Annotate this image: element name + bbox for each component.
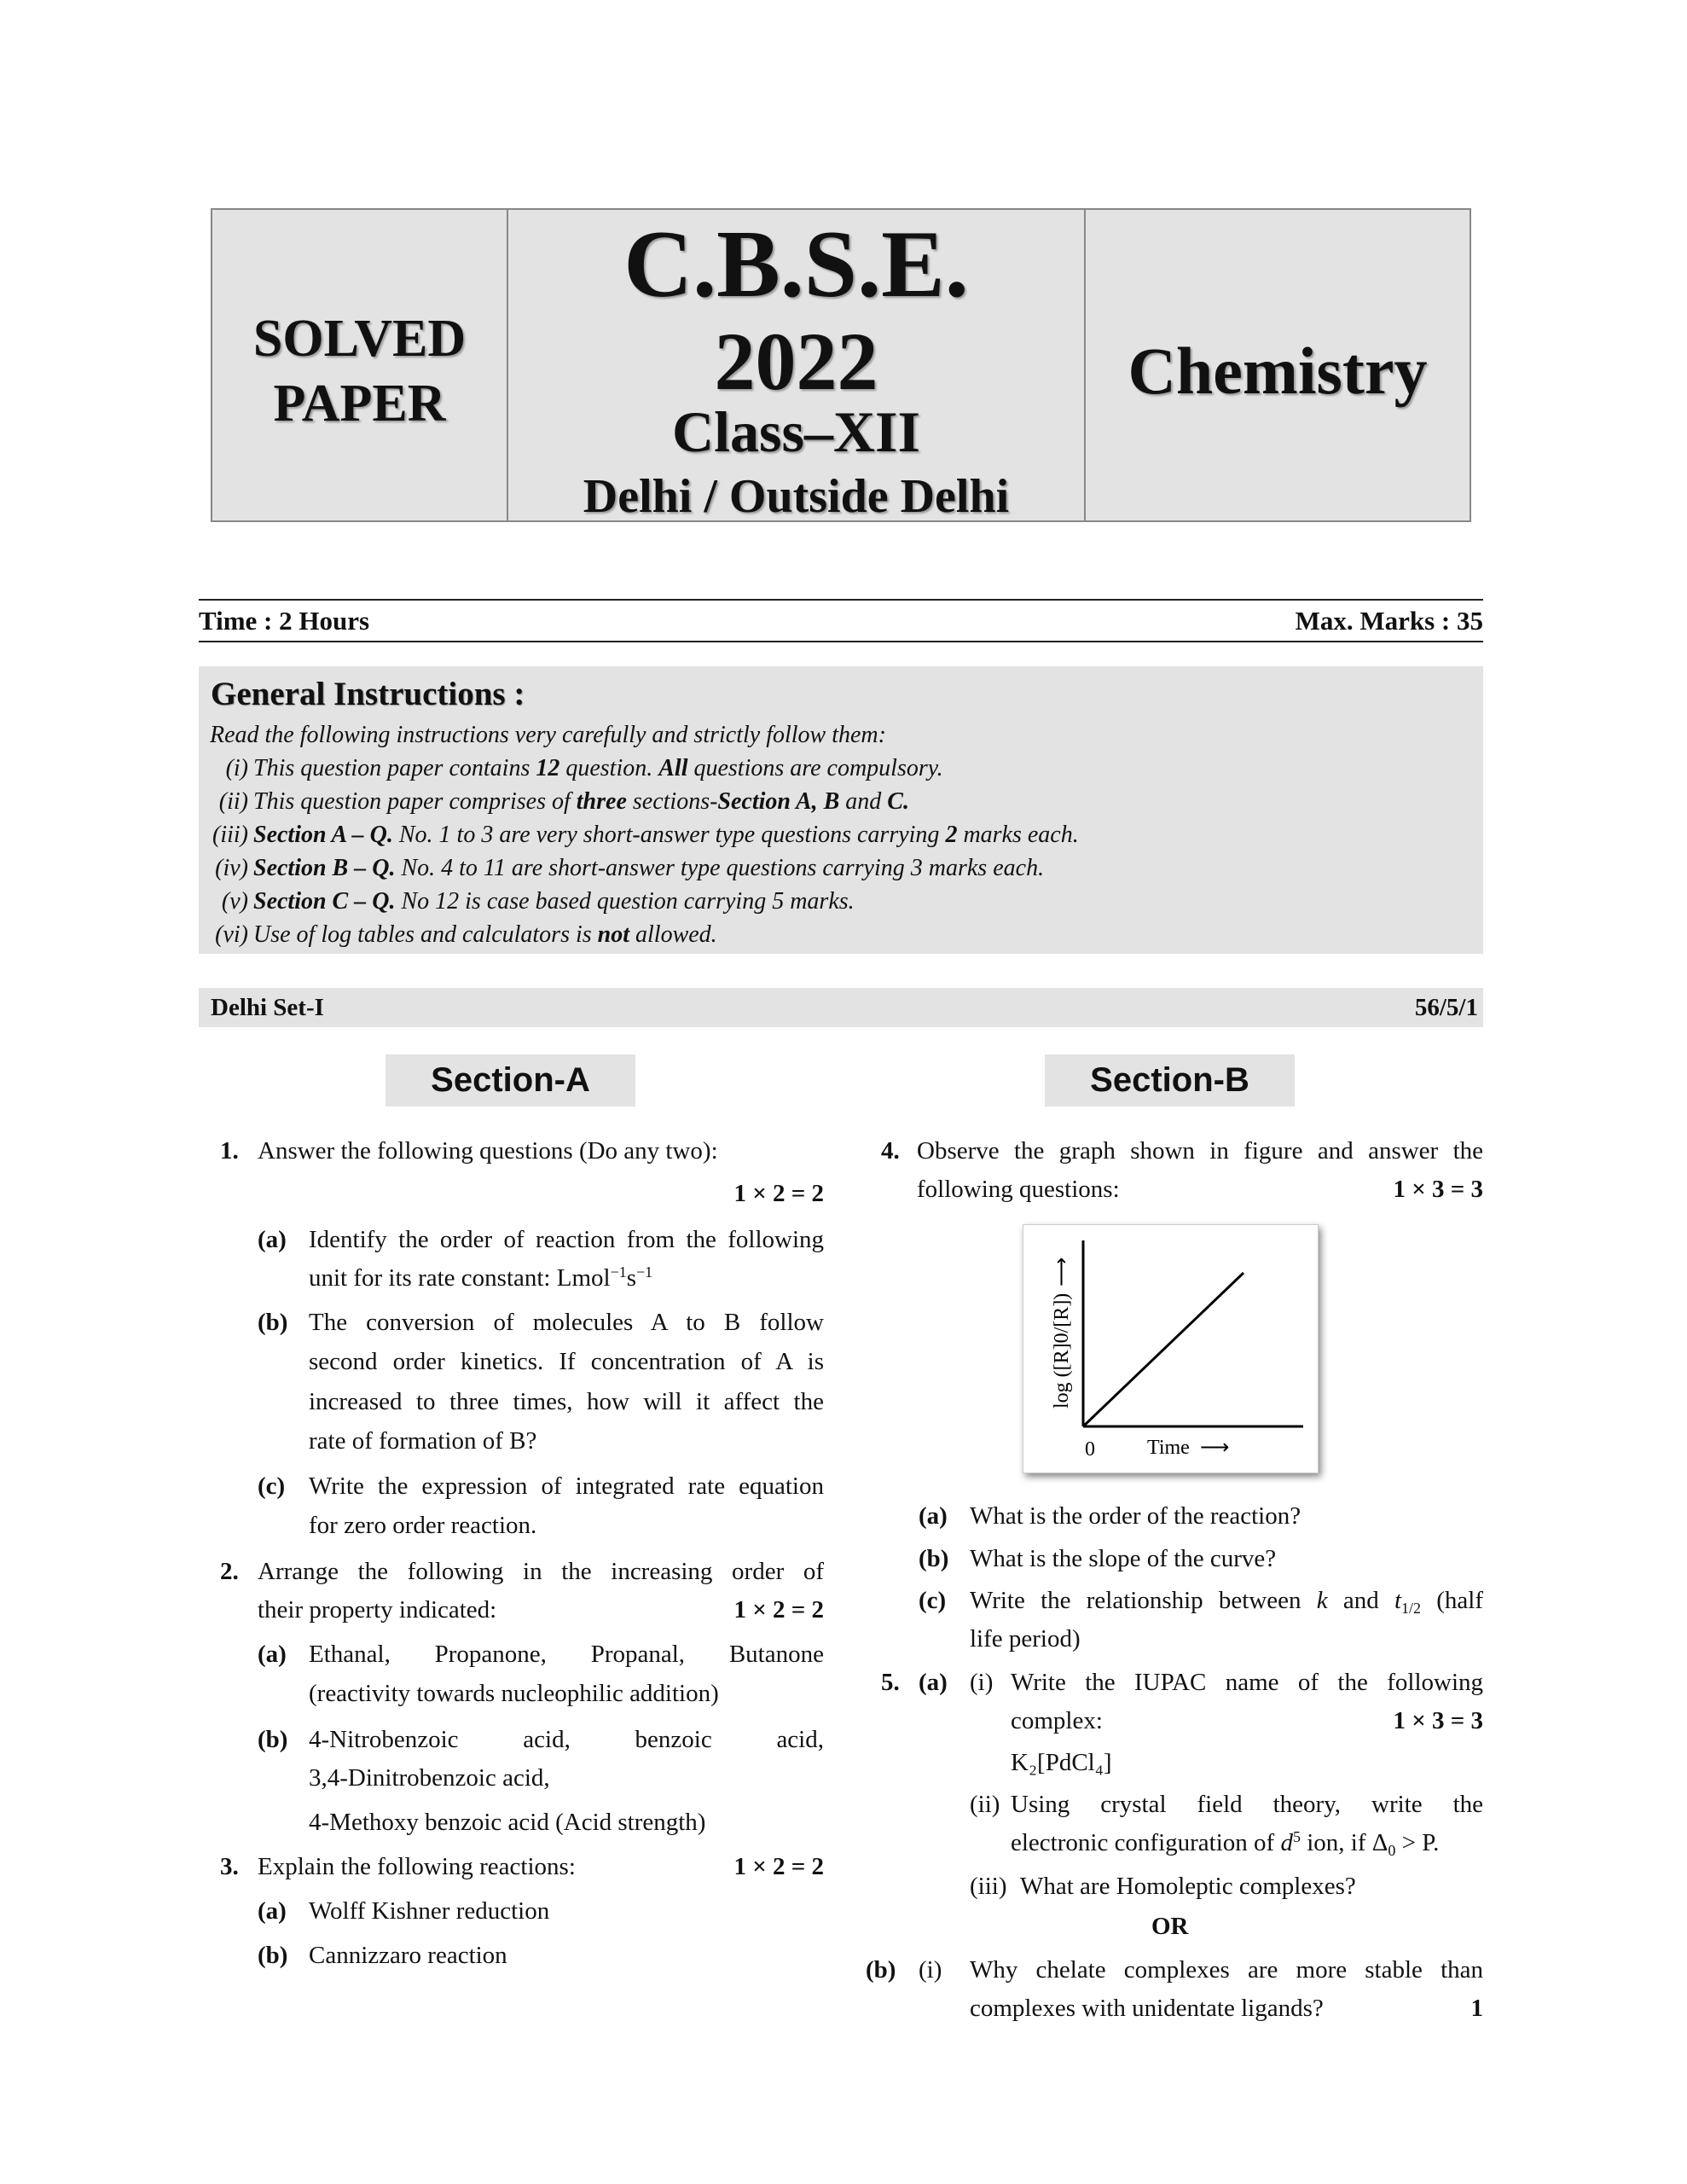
q2-text: their property indicated: xyxy=(258,1596,497,1623)
q1b-text: increased to three times, how will it affect the xyxy=(309,1388,824,1415)
instruction-label: (iii) xyxy=(212,822,248,848)
subscript: 1/2 xyxy=(1401,1600,1422,1617)
class-title: Class–XII xyxy=(672,399,920,464)
y-axis-label: log ([R]0/[R]) xyxy=(1051,1292,1073,1409)
divider xyxy=(199,641,1483,642)
q5ai-label: (i) xyxy=(970,1669,994,1696)
subject-cell xyxy=(1086,210,1470,520)
q3b-label: (b) xyxy=(258,1942,288,1969)
q1b-label: (b) xyxy=(258,1309,288,1336)
instruction-text: Section C – Q. xyxy=(253,888,396,915)
q3a-text: Wolff Kishner reduction xyxy=(309,1897,550,1925)
q1a-text-2 xyxy=(309,1261,652,1295)
instruction-item xyxy=(199,752,943,785)
text-part: k xyxy=(1316,1587,1328,1614)
q3b-text: Cannizzaro reaction xyxy=(309,1942,507,1969)
q3-number: 3. xyxy=(220,1853,239,1880)
q2b-text: 4-Methoxy benzoic acid (Acid strength) xyxy=(309,1809,706,1836)
q1-number: 1. xyxy=(220,1137,239,1165)
complex-formula: K₂[PdCl₄] xyxy=(1011,1749,1112,1776)
origin-label: 0 xyxy=(1085,1438,1095,1461)
instruction-text: not xyxy=(597,921,630,948)
q1-marks: 1 × 2 = 2 xyxy=(733,1180,824,1207)
q1b-text: second order kinetics. If concentration of A is xyxy=(309,1348,824,1375)
instruction-label: (ii) xyxy=(218,788,248,815)
q1c-label: (c) xyxy=(258,1472,286,1500)
instruction-label: (iv) xyxy=(215,855,248,881)
q5bi-marks: 1 xyxy=(1470,1995,1483,2022)
q3-marks: 1 × 2 = 2 xyxy=(733,1853,824,1880)
text-part: ion, if Δ xyxy=(1300,1829,1388,1856)
set-code: 56/5/1 xyxy=(1414,994,1478,1021)
instructions-title: General Instructions : xyxy=(211,676,525,712)
text-part: (half xyxy=(1421,1587,1483,1614)
q1a-label: (a) xyxy=(258,1226,287,1253)
q5aii-label: (ii) xyxy=(970,1791,1000,1818)
subscript: 0 xyxy=(1388,1842,1396,1859)
instruction-text: Section B – Q. xyxy=(253,855,396,881)
solved-label: SOLVED xyxy=(252,310,467,368)
year-title: 2022 xyxy=(714,316,878,407)
max-marks-label: Max. Marks : 35 xyxy=(1295,606,1483,636)
superscript: −1 xyxy=(610,1263,627,1281)
q1a-text-part: s xyxy=(626,1264,637,1292)
instruction-item xyxy=(199,786,909,818)
title-block xyxy=(211,208,1471,522)
q5bi-text: complexes with unidentate ligands? xyxy=(970,1995,1324,2022)
q5aiii-text: What are Homoleptic complexes? xyxy=(1020,1873,1356,1900)
instruction-text: Section A – Q. xyxy=(253,822,393,848)
q2-marks: 1 × 2 = 2 xyxy=(733,1596,824,1623)
instruction-text: sections- xyxy=(626,788,718,815)
divider xyxy=(199,599,1483,601)
data-line xyxy=(1083,1273,1244,1426)
set-name: Delhi Set-I xyxy=(211,994,324,1021)
instruction-item xyxy=(199,886,855,918)
q1c-text: Write the expression of integrated rate equation xyxy=(309,1472,824,1500)
q5aii-text xyxy=(1011,1826,1439,1860)
q5bi-text: Why chelate complexes are more stable than xyxy=(970,1956,1483,1984)
q1b-text: The conversion of molecules A to B follow xyxy=(309,1309,824,1336)
q5ai-text: complex: xyxy=(1011,1707,1103,1734)
instruction-text: No. 1 to 3 are very short-answer type questions carrying xyxy=(392,822,946,848)
subject-title: Chemistry xyxy=(1128,334,1428,408)
text-part: d xyxy=(1280,1829,1293,1856)
text-part: t xyxy=(1394,1587,1402,1614)
board-title: C.B.S.E. xyxy=(623,212,969,317)
region-title: Delhi / Outside Delhi xyxy=(583,470,1010,523)
q4c-text xyxy=(970,1583,1483,1618)
q1c-text: for zero order reaction. xyxy=(309,1512,537,1539)
instruction-text: three xyxy=(576,788,627,815)
instruction-text: This question paper contains xyxy=(253,755,536,781)
instruction-text: Use of log tables and calculators is xyxy=(253,921,598,948)
q4-text: Observe the graph shown in figure and answer the xyxy=(917,1137,1483,1165)
q2a-label: (a) xyxy=(258,1641,287,1668)
q1-text: Answer the following questions (Do any two): xyxy=(258,1137,718,1165)
instruction-text: No. 4 to 11 are short-answer type questions carrying 3 marks each. xyxy=(395,855,1045,881)
q5aiii-label: (iii) xyxy=(970,1873,1007,1900)
q4c-text: life period) xyxy=(970,1625,1081,1653)
q4-marks: 1 × 3 = 3 xyxy=(1393,1176,1483,1203)
paper-label: PAPER xyxy=(273,375,446,433)
q4-text: following questions: xyxy=(917,1176,1120,1203)
q2a-text: Ethanal, Propanone, Propanal, Butanone xyxy=(309,1641,824,1668)
instruction-text: and xyxy=(839,788,888,815)
q5b-label: (b) xyxy=(866,1956,896,1984)
instruction-item xyxy=(199,919,717,951)
q5bi-label: (i) xyxy=(919,1956,942,1984)
instructions-intro: Read the following instructions very carefully and strictly follow them: xyxy=(210,722,886,748)
text-part: electronic configuration of xyxy=(1011,1829,1281,1856)
instruction-item xyxy=(199,852,1044,885)
q4-number: 4. xyxy=(881,1137,900,1165)
q5ai-text: Write the IUPAC name of the following xyxy=(1011,1669,1483,1696)
superscript: 5 xyxy=(1292,1828,1301,1845)
rate-graph xyxy=(1023,1224,1319,1473)
solved-paper-cell xyxy=(212,210,508,520)
q2-number: 2. xyxy=(220,1558,239,1585)
instruction-text: Section A, B xyxy=(717,788,840,815)
q3-text: Explain the following reactions: xyxy=(258,1853,576,1880)
text-part: and xyxy=(1327,1587,1394,1614)
set-bar xyxy=(199,988,1483,1027)
q2b-label: (b) xyxy=(258,1726,288,1753)
q2b-text: 4-Nitrobenzoic acid, benzoic acid, xyxy=(309,1726,824,1753)
time-label: Time : 2 Hours xyxy=(199,606,370,636)
q5-marks: 1 × 3 = 3 xyxy=(1393,1707,1483,1734)
y-arrow-icon: ⟶ xyxy=(1051,1257,1073,1287)
text-part: > P. xyxy=(1395,1829,1440,1856)
q5-number: 5. xyxy=(881,1669,900,1696)
exam-cell xyxy=(508,210,1086,523)
q2a-text: (reactivity towards nucleophilic addition) xyxy=(309,1680,719,1707)
graph-svg xyxy=(1023,1225,1318,1472)
instruction-text: No 12 is case based question carrying 5 marks. xyxy=(395,888,855,915)
instruction-text: questions are compulsory. xyxy=(687,755,943,781)
section-b-heading: Section-B xyxy=(1045,1054,1295,1107)
instruction-text: All xyxy=(658,755,688,781)
instruction-label: (vi) xyxy=(215,921,248,948)
q4b-label: (b) xyxy=(919,1545,949,1572)
instruction-text: question. xyxy=(559,755,659,781)
q4c-label: (c) xyxy=(919,1587,947,1614)
q4b-text: What is the slope of the curve? xyxy=(970,1545,1277,1572)
text-part: Write the relationship between xyxy=(970,1587,1317,1614)
q5a-label: (a) xyxy=(919,1669,948,1696)
instruction-text: marks each. xyxy=(957,822,1079,848)
q2b-text: 3,4-Dinitrobenzoic acid, xyxy=(309,1764,550,1792)
instruction-item xyxy=(199,819,1079,851)
q4a-text: What is the order of the reaction? xyxy=(970,1502,1301,1530)
section-a-heading: Section-A xyxy=(386,1054,635,1107)
x-axis-label: Time xyxy=(1147,1437,1190,1459)
instruction-text: C. xyxy=(887,788,909,815)
q1a-text-part: unit for its rate constant: Lmol xyxy=(309,1264,611,1292)
instruction-text: 2 xyxy=(945,822,958,848)
q2-text: Arrange the following in the increasing order of xyxy=(258,1558,824,1585)
or-label: OR xyxy=(1151,1913,1189,1940)
instruction-text: allowed. xyxy=(629,921,717,948)
q3a-label: (a) xyxy=(258,1897,287,1925)
superscript: −1 xyxy=(636,1263,653,1281)
instruction-text: 12 xyxy=(536,755,560,781)
x-arrow-icon: ⟶ xyxy=(1200,1437,1230,1459)
instruction-label: (v) xyxy=(221,888,248,915)
q4a-label: (a) xyxy=(919,1502,948,1530)
q5aii-text: Using crystal field theory, write the xyxy=(1011,1791,1483,1818)
instruction-label: (i) xyxy=(225,755,248,781)
instruction-text: This question paper comprises of xyxy=(253,788,577,815)
q1a-text: Identify the order of reaction from the following xyxy=(309,1226,824,1253)
q1b-text: rate of formation of B? xyxy=(309,1427,537,1455)
